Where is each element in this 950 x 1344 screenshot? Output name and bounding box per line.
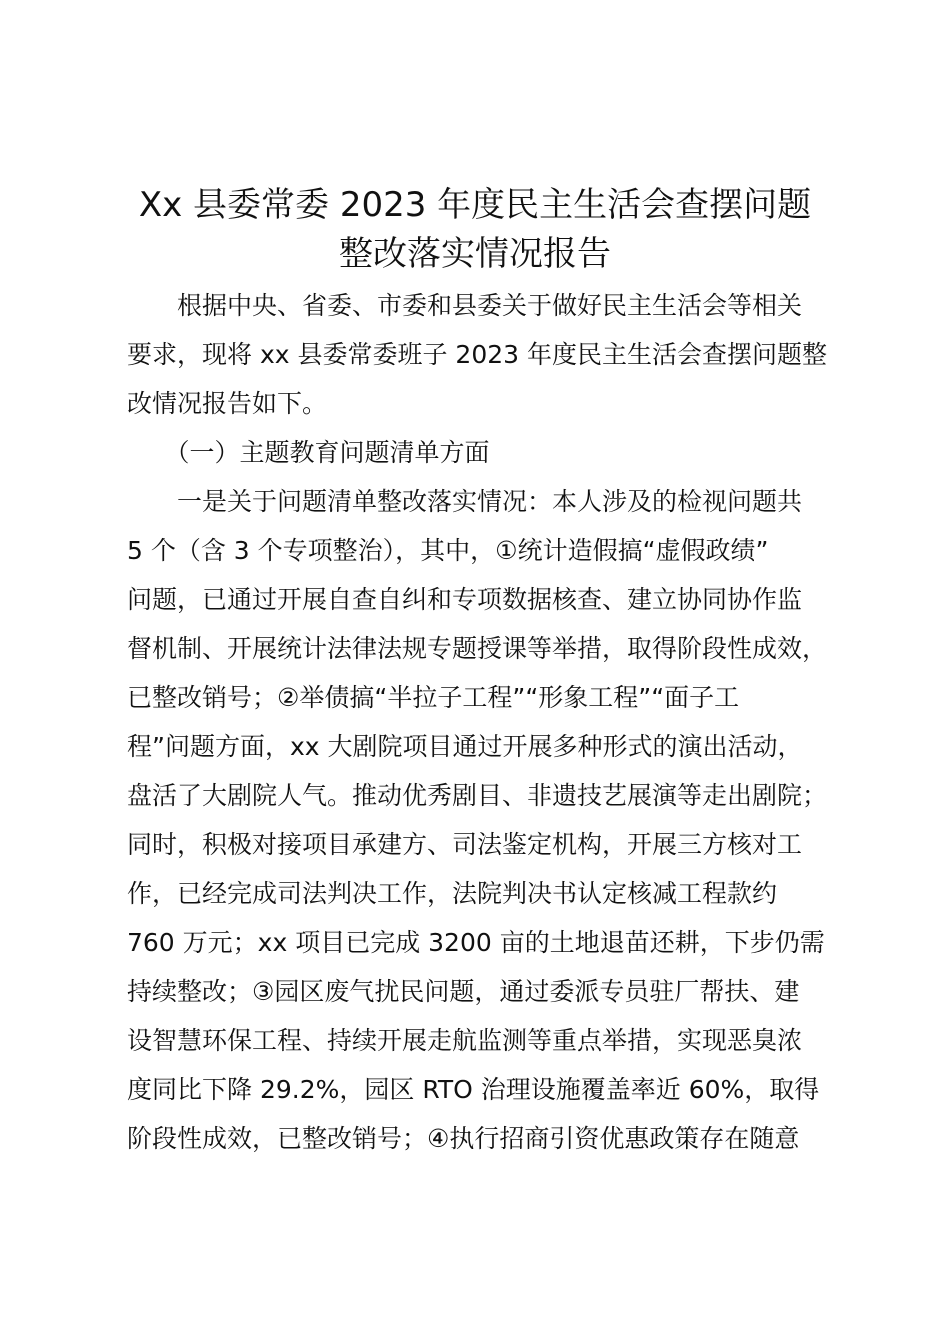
body-line-5: 一是关于问题清单整改落实情况：本人涉及的检视问题共: [127, 487, 803, 516]
body-line-17: 度同比下降 29.2%，园区 RTO 治理设施覆盖率近 60%，取得: [127, 1075, 820, 1104]
body-line-3: 改情况报告如下。: [127, 389, 328, 418]
body-line-7: 问题，已通过开展自查自纠和专项数据核查、建立协同协作监: [127, 585, 803, 614]
body-line-14: 760 万元；xx 项目已完成 3200 亩的土地退苗还耕，下步仍需: [127, 928, 825, 957]
body-line-2: 要求，现将 xx 县委常委班子 2023 年度民主生活会查摆问题整: [127, 340, 828, 369]
body-line-9: 已整改销号；②举债搞“半拉子工程”“形象工程”“面子工: [127, 683, 740, 712]
body-line-10: 程”问题方面，xx 大剧院项目通过开展多种形式的演出活动，: [127, 732, 803, 761]
body-line-18: 阶段性成效，已整改销号；④执行招商引资优惠政策存在随意: [127, 1124, 800, 1153]
body-line-11: 盘活了大剧院人气。推动优秀剧目、非遗技艺展演等走出剧院；: [127, 781, 828, 810]
body-line-13: 作，已经完成司法判决工作，法院判决书认定核减工程款约: [127, 879, 778, 908]
body-line-16: 设智慧环保工程、持续开展走航监测等重点举措，实现恶臭浓: [127, 1026, 803, 1055]
body-line-12: 同时，积极对接项目承建方、司法鉴定机构，开展三方核对工: [127, 830, 803, 859]
body-line-15: 持续整改；③园区废气扰民问题，通过委派专员驻厂帮扶、建: [127, 977, 800, 1006]
section-heading: （一）主题教育问题清单方面: [127, 438, 490, 467]
document-title-line-2: 整改落实情况报告: [339, 234, 611, 274]
body-line-8: 督机制、开展统计法律法规专题授课等举措，取得阶段性成效，: [127, 634, 828, 663]
body-line-6: 5 个（含 3 个专项整治），其中，①统计造假搞“虚假政绩”: [127, 536, 769, 565]
body-line-1: 根据中央、省委、市委和县委关于做好民主生活会等相关: [127, 291, 803, 320]
document-title-line-1: Xx 县委常委 2023 年度民主生活会查摆问题: [138, 185, 812, 225]
